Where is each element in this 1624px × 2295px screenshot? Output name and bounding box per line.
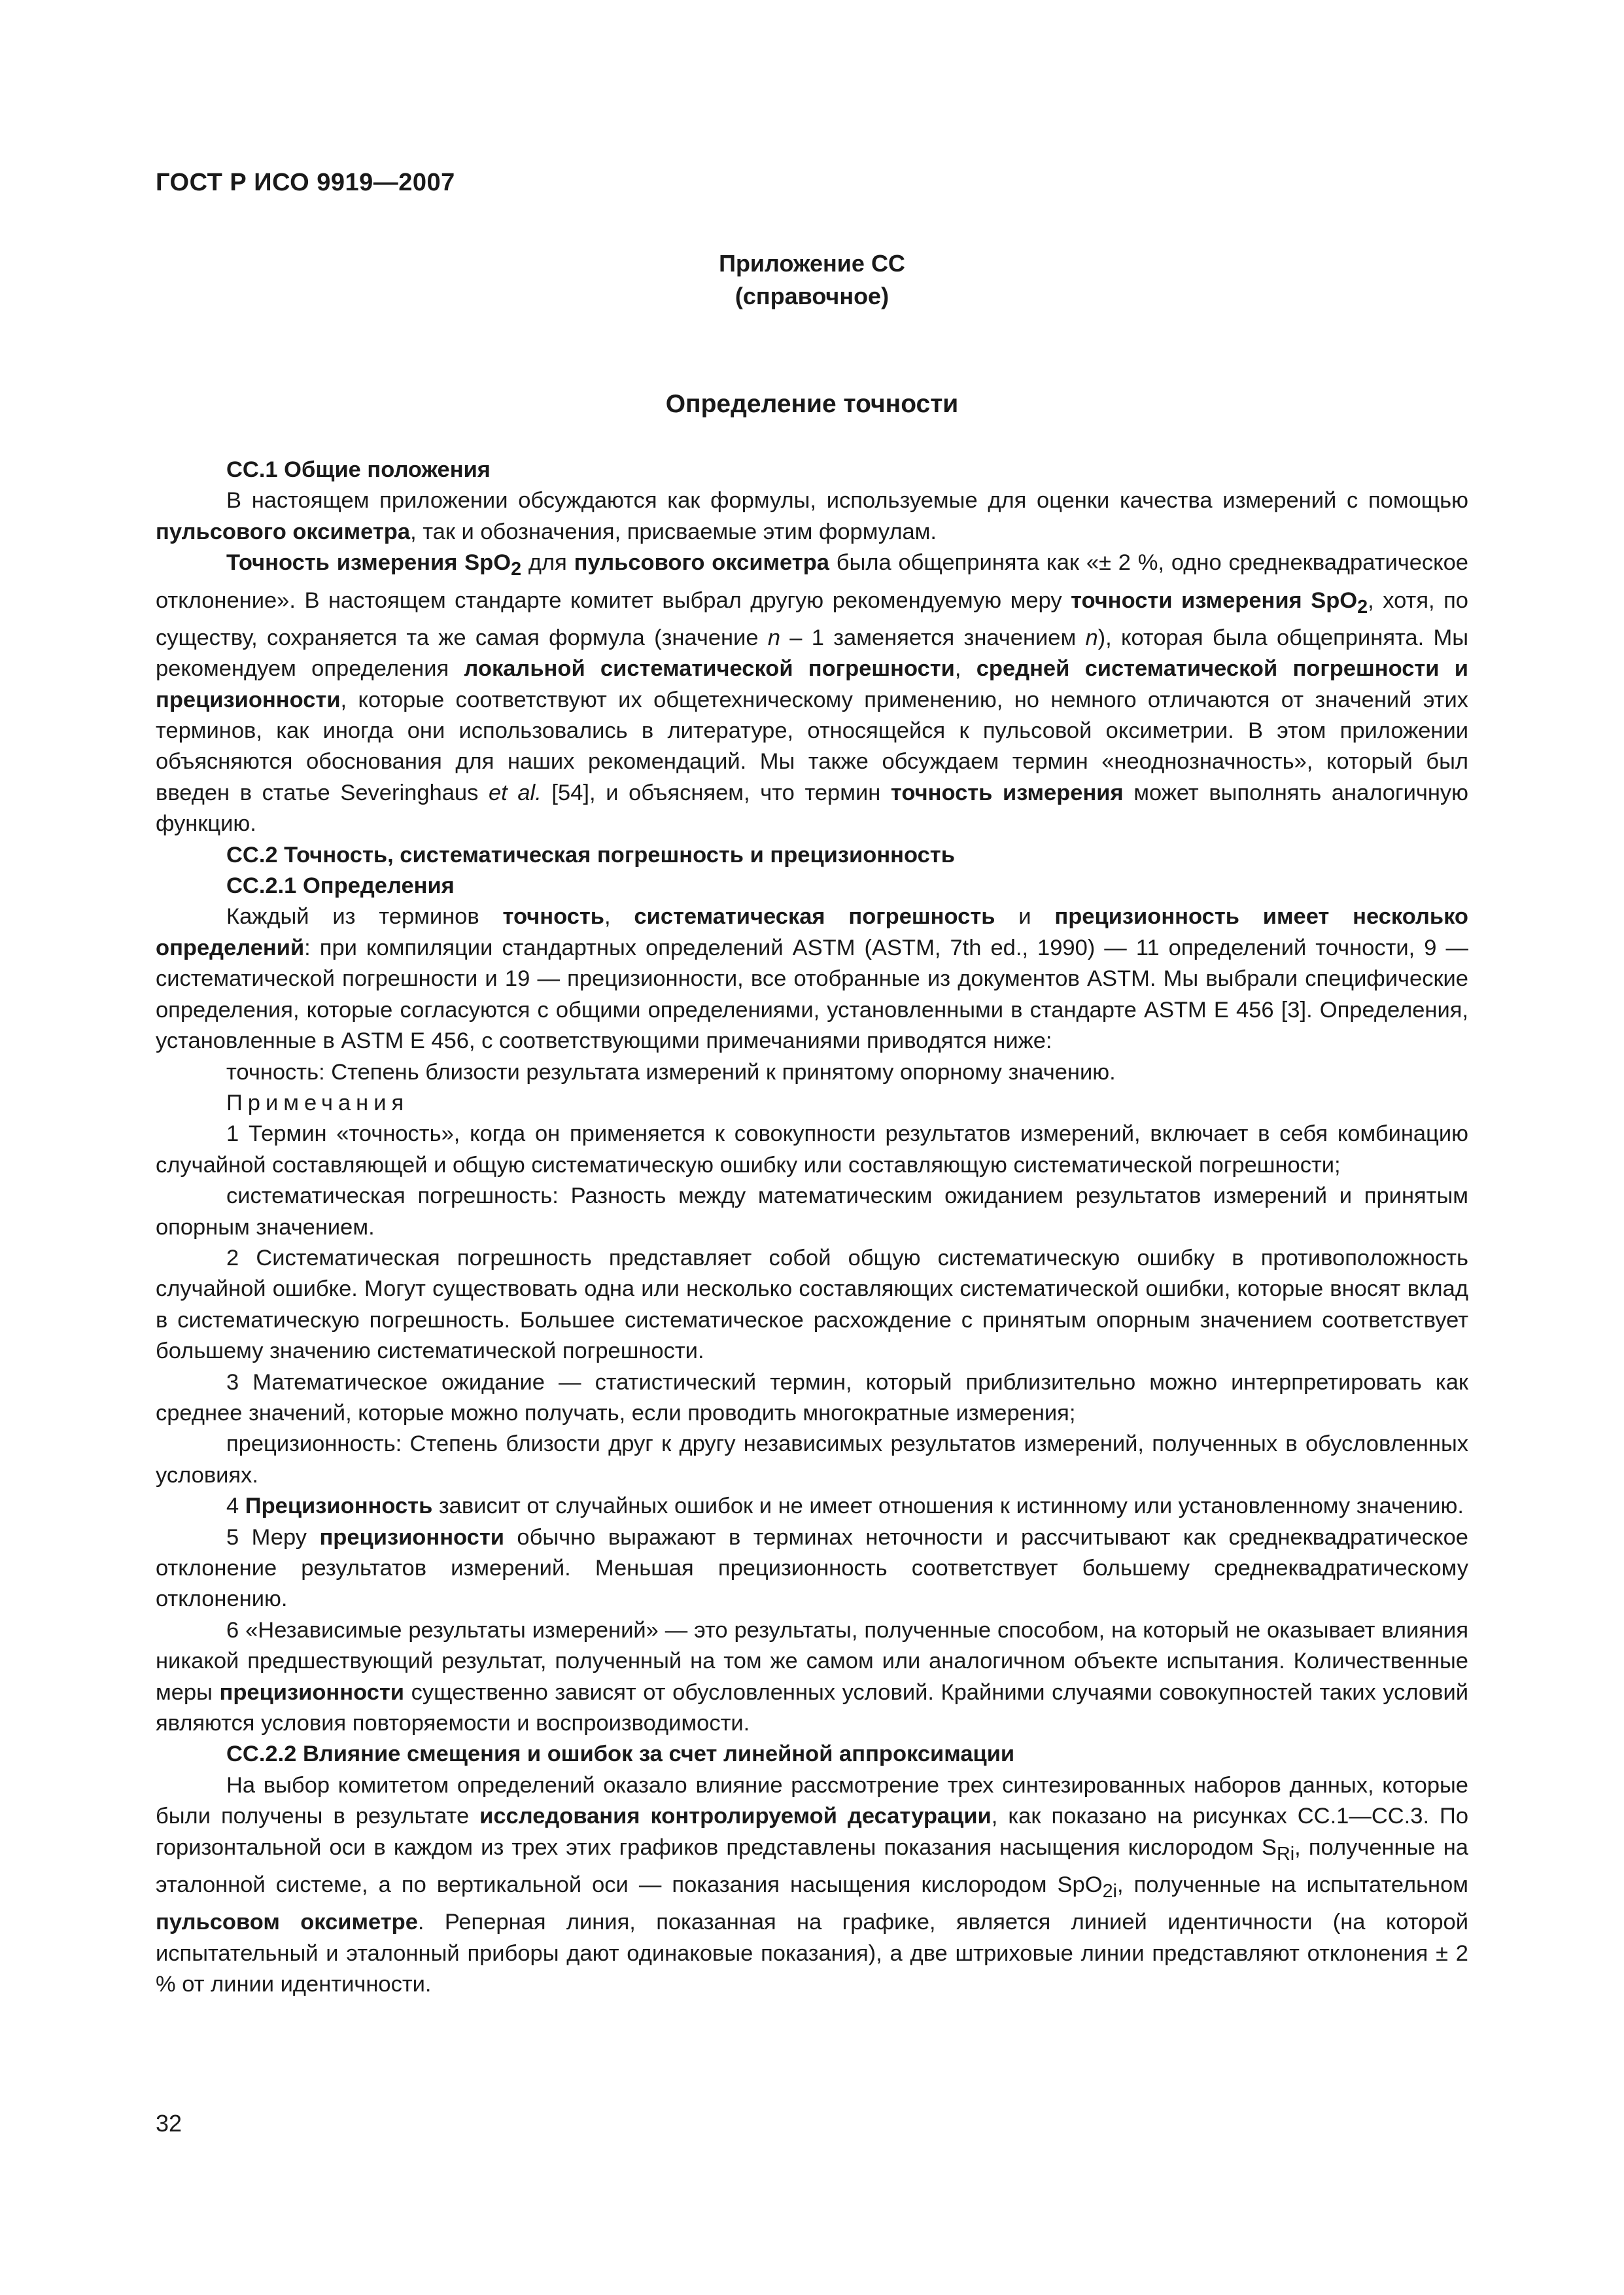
note-3: 3 Математическое ожидание — статистический термин, который приблизительно можно интерпретировать как среднее значений, которые можно получать, если проводить многократные измерения;	[156, 1369, 1468, 1426]
term-precision: прецизионности	[319, 1524, 504, 1550]
text-run: : при компиляции стандартных определений ASTM (ASTM, 7th ed., 1990) — 11 определений точности, 9 — систематической погрешности и 19 — прецизионности, все отобранные из документов ASTM. Мы выбрали специфические определения, которые согласуются с общими определениями, установленными в стандарте ASTM E 456 [3]. Определения, установленные в ASTM E 456, с соответствующими примечаниями приводятся ниже:	[156, 935, 1468, 1054]
text-run: [54], и объясняем, что термин	[541, 780, 891, 805]
term-precision: прецизионности	[219, 1679, 405, 1705]
text-run: , полученные на эталонной системе, а по вертикальной оси — показания насыщения кислородом SpO	[156, 1834, 1468, 1897]
note-6	[156, 1615, 1468, 1740]
annex-title: Определение точности	[665, 390, 959, 418]
term-precision: прецизионности	[156, 687, 341, 712]
paragraph-accuracy	[156, 548, 1468, 839]
body-text	[156, 455, 1468, 2000]
paragraph-desaturation	[156, 1770, 1468, 2001]
term-bias: систематическая погрешность	[634, 904, 995, 930]
annex-heading	[156, 247, 1468, 313]
notes-heading: Примечания	[226, 1090, 409, 1115]
section-heading-cc1: СС.1 Общие положения	[226, 457, 491, 482]
section-heading-cc22: СС.2.2 Влияние смещения и ошибок за счет линейной аппроксимации	[226, 1742, 1015, 1767]
term-pulse-oximeter: пульсового оксиметра	[156, 519, 411, 544]
variable-n: n	[767, 625, 780, 650]
term-measurement-accuracy: точность измерения	[890, 780, 1124, 805]
definition-bias: систематическая погрешность: Разность между математическим ожиданием результатов измерений и принятым опорным значением.	[156, 1183, 1468, 1240]
term-precision-definitions: прецизионность имеет несколько определений	[156, 904, 1468, 960]
note-2: 2 Систематическая погрешность представляет собой общую систематическую ошибку в противоположность случайной ошибке. Могут существовать одна или несколько составляющих систематической ошибки, которые вносят вклад в систематическую погрешность. Большее систематическое расхождение с принятым опорным значением соответствует большему значению систематической погрешности.	[156, 1245, 1468, 1364]
text-run: , полученные на испытательном	[1116, 1872, 1469, 1897]
text-run: и	[1439, 656, 1468, 682]
text-run: , как показано на рисунках СС.1—СС.3. По горизонтальной оси в каждом из трех этих графиков представлены показания насыщения кислородом S	[156, 1804, 1469, 1860]
citation-et-al: et al.	[488, 780, 542, 805]
annex-label: Приложение СС	[719, 250, 905, 277]
term-precision: Прецизионность	[245, 1494, 433, 1519]
subscript: 2	[511, 559, 522, 580]
term-accuracy-spo2: точности измерения SpO	[1071, 587, 1358, 613]
page-number: 32	[156, 2110, 182, 2137]
text-run: В настоящем приложении обсуждаются как формулы, используемые для оценки качества измерений с помощью	[226, 488, 1468, 514]
note-1: 1 Термин «точность», когда он применяется к совокупности результатов измерений, включает в себя комбинацию случайной составляющей и общую систематическую ошибку или составляющую систематической погрешности;	[156, 1121, 1468, 1178]
text-run: На выбор комитетом определений оказало влияние рассмотрение трех синтезированных наборов данных, которые были получены в результате	[156, 1772, 1468, 1829]
definition-precision: прецизионность: Степень близости друг к другу независимых результатов измерений, полученных в обусловленных условиях.	[156, 1431, 1468, 1488]
text-run: ,	[604, 904, 634, 930]
term-controlled-desaturation: исследования контролируемой десатурации	[479, 1804, 992, 1829]
text-run: ,	[954, 656, 976, 682]
text-run: , хотя, по существу, сохраняется та же самая формула (значение	[156, 587, 1468, 650]
text-run: ), которая была общепринята. Мы рекомендуем определения	[156, 625, 1468, 682]
text-run: и	[995, 904, 1055, 930]
term-accuracy: точность	[502, 904, 604, 930]
subscript: 2i	[1102, 1880, 1117, 1902]
definition-accuracy: точность: Степень близости результата измерений к принятому опорному значению.	[226, 1059, 1116, 1085]
section-heading-cc2: СС.2 Точность, систематическая погрешность и прецизионность	[226, 842, 955, 867]
text-run: – 1 заменяется значением	[780, 625, 1086, 650]
text-run: может выполнять аналогичную функцию.	[156, 780, 1468, 837]
text-run: обычно выражают в терминах неточности и рассчитывают как среднеквадратическое отклонение результатов измерений. Меньшая прецизионность соответствует большему среднеквадратическому отклонению.	[156, 1524, 1468, 1612]
subscript: Ri	[1276, 1843, 1295, 1865]
document-code: ГОСТ Р ИСО 9919—2007	[156, 169, 455, 196]
text-run: существенно зависят от обусловленных условий. Крайними случаями совокупностей таких условий являются условия повторяемости и воспроизводимости.	[156, 1679, 1468, 1736]
text-run: , которые соответствуют их общетехническому применению, но немного отличаются от значений этих терминов, как иногда они использовались в литературе, относящейся к пульсовой оксиметрии. В этом приложении объясняются обоснования для наших рекомендаций. Мы также обсуждаем термин «неоднозначность», который был введен в статье Severinghaus	[156, 687, 1468, 805]
text-run: зависит от случайных ошибок и не имеет отношения к истинному или установленному значению.	[432, 1494, 1464, 1519]
text-run: 4	[226, 1494, 245, 1519]
text-run: Каждый из терминов	[226, 904, 503, 930]
text-run: была общепринята как «± 2 %, одно среднеквадратическое отклонение». В настоящем стандарте комитет выбрал другую рекомендуемую меру	[156, 550, 1468, 613]
section-heading-cc21: СС.2.1 Определения	[226, 873, 455, 899]
paragraph-definitions	[156, 902, 1468, 1057]
note-4	[156, 1491, 1468, 1522]
text-run: . Реперная линия, показанная на графике, является линией идентичности (на которой испытательный и эталонный приборы дают одинаковые показания), а две штриховые линии представляют отклонения ± 2 % от линии идентичности.	[156, 1910, 1468, 1997]
annex-status: (справочное)	[734, 283, 890, 309]
term-accuracy-spo2: Точность измерения SpO	[226, 550, 511, 576]
text-run: 5 Меру	[226, 1524, 320, 1550]
term-pulse-oximeter: пульсового оксиметра	[574, 550, 829, 576]
term-pulse-oximeter: пульсовом оксиметре	[156, 1910, 418, 1935]
text-run: , так и обозначения, присваемые этим формулам.	[410, 519, 937, 544]
term-local-bias: локальной систематической погрешности	[464, 656, 955, 682]
text-run: для	[521, 550, 574, 576]
variable-n: n	[1085, 625, 1098, 650]
term-mean-bias: средней систематической погрешности	[976, 656, 1440, 682]
text-run: 6 «Независимые результаты измерений» — это результаты, полученные способом, на который не оказывает влияния никакой предшествующий результат, полученный на том же самом или аналогичном объекте испытания. Количественные меры	[156, 1617, 1468, 1705]
note-5	[156, 1522, 1468, 1615]
subscript: 2	[1357, 596, 1368, 618]
paragraph-intro	[156, 485, 1468, 548]
